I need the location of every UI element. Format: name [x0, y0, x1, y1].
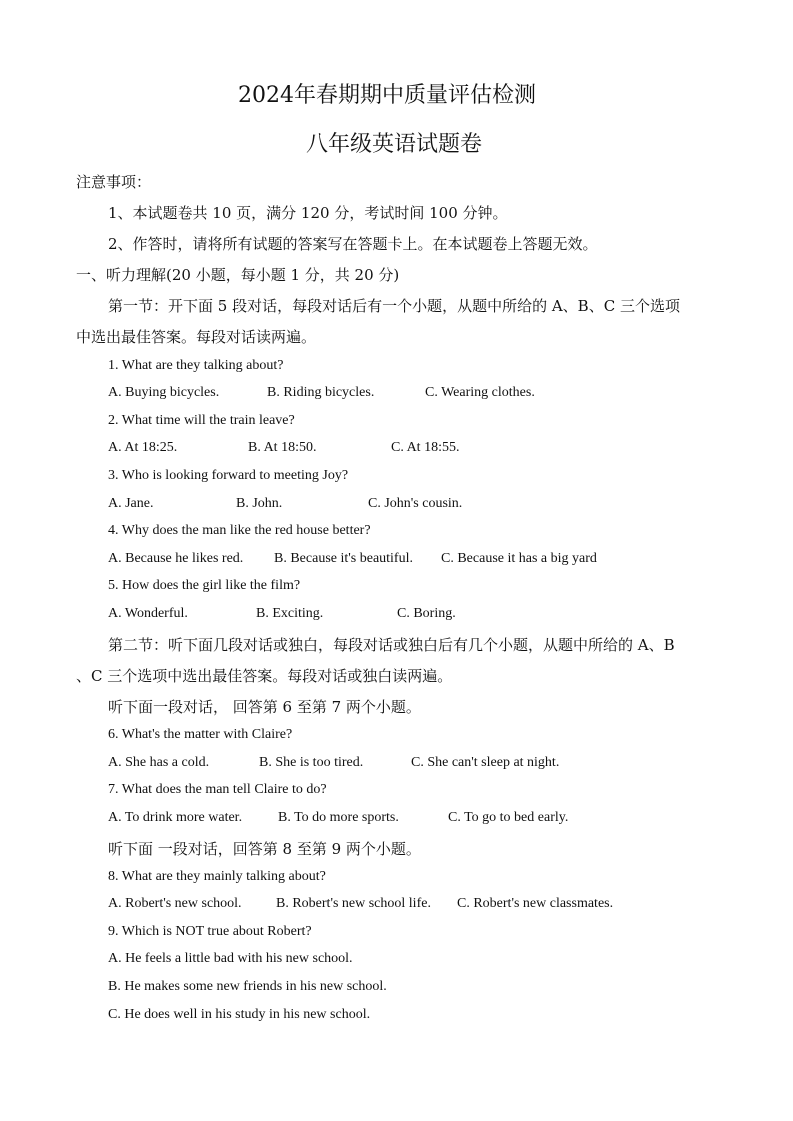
question-3-option-b: B. John. [236, 496, 283, 511]
question-6-option-a: A. She has a cold. [108, 755, 210, 770]
section1-instructions-line2: 中选出最佳答案。每段对话读两遍。 [76, 328, 317, 346]
question-7-option-b: B. To do more sports. [278, 810, 399, 825]
question-3: 3. Who is looking forward to meeting Joy? [108, 468, 349, 483]
question-3-options [0, 496, 793, 514]
question-5: 5. How does the girl like the film? [108, 578, 301, 593]
question-6-option-c: C. She can't sleep at night. [411, 755, 560, 770]
question-6-options [0, 755, 793, 773]
question-8-option-b: B. Robert's new school life. [276, 896, 431, 911]
question-9-option-a: A. He feels a little bad with his new school. [108, 951, 353, 966]
exam-title: 2024年春期期中质量评估检测 [238, 83, 536, 108]
question-5-option-b: B. Exciting. [256, 606, 324, 621]
question-3-option-c: C. John's cousin. [368, 496, 463, 511]
question-8-option-c: C. Robert's new classmates. [457, 896, 614, 911]
question-5-option-a: A. Wonderful. [108, 606, 188, 621]
notes-item-1: 1、本试题卷共 10 页，满分 120 分，考试时间 100 分钟。 [108, 204, 508, 222]
question-2-option-c: C. At 18:55. [391, 440, 460, 455]
question-2-options [0, 440, 793, 458]
question-2-option-a: A. At 18:25. [108, 440, 178, 455]
question-9: 9. Which is NOT true about Robert? [108, 924, 312, 939]
dialog-1-intro: 听下面一段对话， 回答第 6 至第 7 两个小题。 [108, 698, 421, 716]
part1-heading: 一、听力理解(20 小题，每小题 1 分，共 20 分) [76, 266, 400, 284]
question-3-option-a: A. Jane. [108, 496, 154, 511]
question-9-option-b: B. He makes some new friends in his new school. [108, 979, 387, 994]
question-4-options [0, 551, 793, 569]
section2-instructions-line2: 、C 三个选项中选出最佳答案。每段对话或独白读两遍。 [76, 667, 453, 685]
question-5-options [0, 606, 793, 624]
question-4: 4. Why does the man like the red house better? [108, 523, 371, 538]
dialog-2-intro: 听下面 一段对话，回答第 8 至第 9 两个小题。 [108, 840, 421, 858]
question-4-option-c: C. Because it has a big yard [441, 551, 597, 566]
question-9-option-c: C. He does well in his study in his new school. [108, 1007, 371, 1022]
question-1-option-c: C. Wearing clothes. [425, 385, 535, 400]
question-8: 8. What are they mainly talking about? [108, 869, 326, 884]
notes-heading: 注意事项： [76, 173, 152, 191]
question-2-option-b: B. At 18:50. [248, 440, 317, 455]
question-6-option-b: B. She is too tired. [259, 755, 364, 770]
question-1: 1. What are they talking about? [108, 358, 284, 373]
section2-instructions-line1: 第二节：听下面几段对话或独白，每段对话或独白后有几个小题，从题中所给的 A、B [108, 636, 675, 654]
question-7-option-a: A. To drink more water. [108, 810, 243, 825]
question-8-option-a: A. Robert's new school. [108, 896, 242, 911]
question-8-options [0, 896, 793, 914]
section1-instructions-line1: 第一节：开下面 5 段对话，每段对话后有一个小题，从题中所给的 A、B、C 三个选项 [108, 297, 680, 315]
question-4-option-b: B. Because it's beautiful. [274, 551, 413, 566]
question-5-option-c: C. Boring. [397, 606, 456, 621]
notes-item-2: 2、作答时，请将所有试题的答案写在答题卡上。在本试题卷上答题无效。 [108, 235, 598, 253]
question-6: 6. What's the matter with Claire? [108, 727, 293, 742]
question-7-options [0, 810, 793, 828]
question-1-option-b: B. Riding bicycles. [267, 385, 375, 400]
question-1-option-a: A. Buying bicycles. [108, 385, 220, 400]
exam-subtitle: 八年级英语试题卷 [306, 132, 483, 157]
question-4-option-a: A. Because he likes red. [108, 551, 244, 566]
question-1-options [0, 385, 793, 403]
question-2: 2. What time will the train leave? [108, 413, 295, 428]
question-7: 7. What does the man tell Claire to do? [108, 782, 327, 797]
question-7-option-c: C. To go to bed early. [448, 810, 569, 825]
